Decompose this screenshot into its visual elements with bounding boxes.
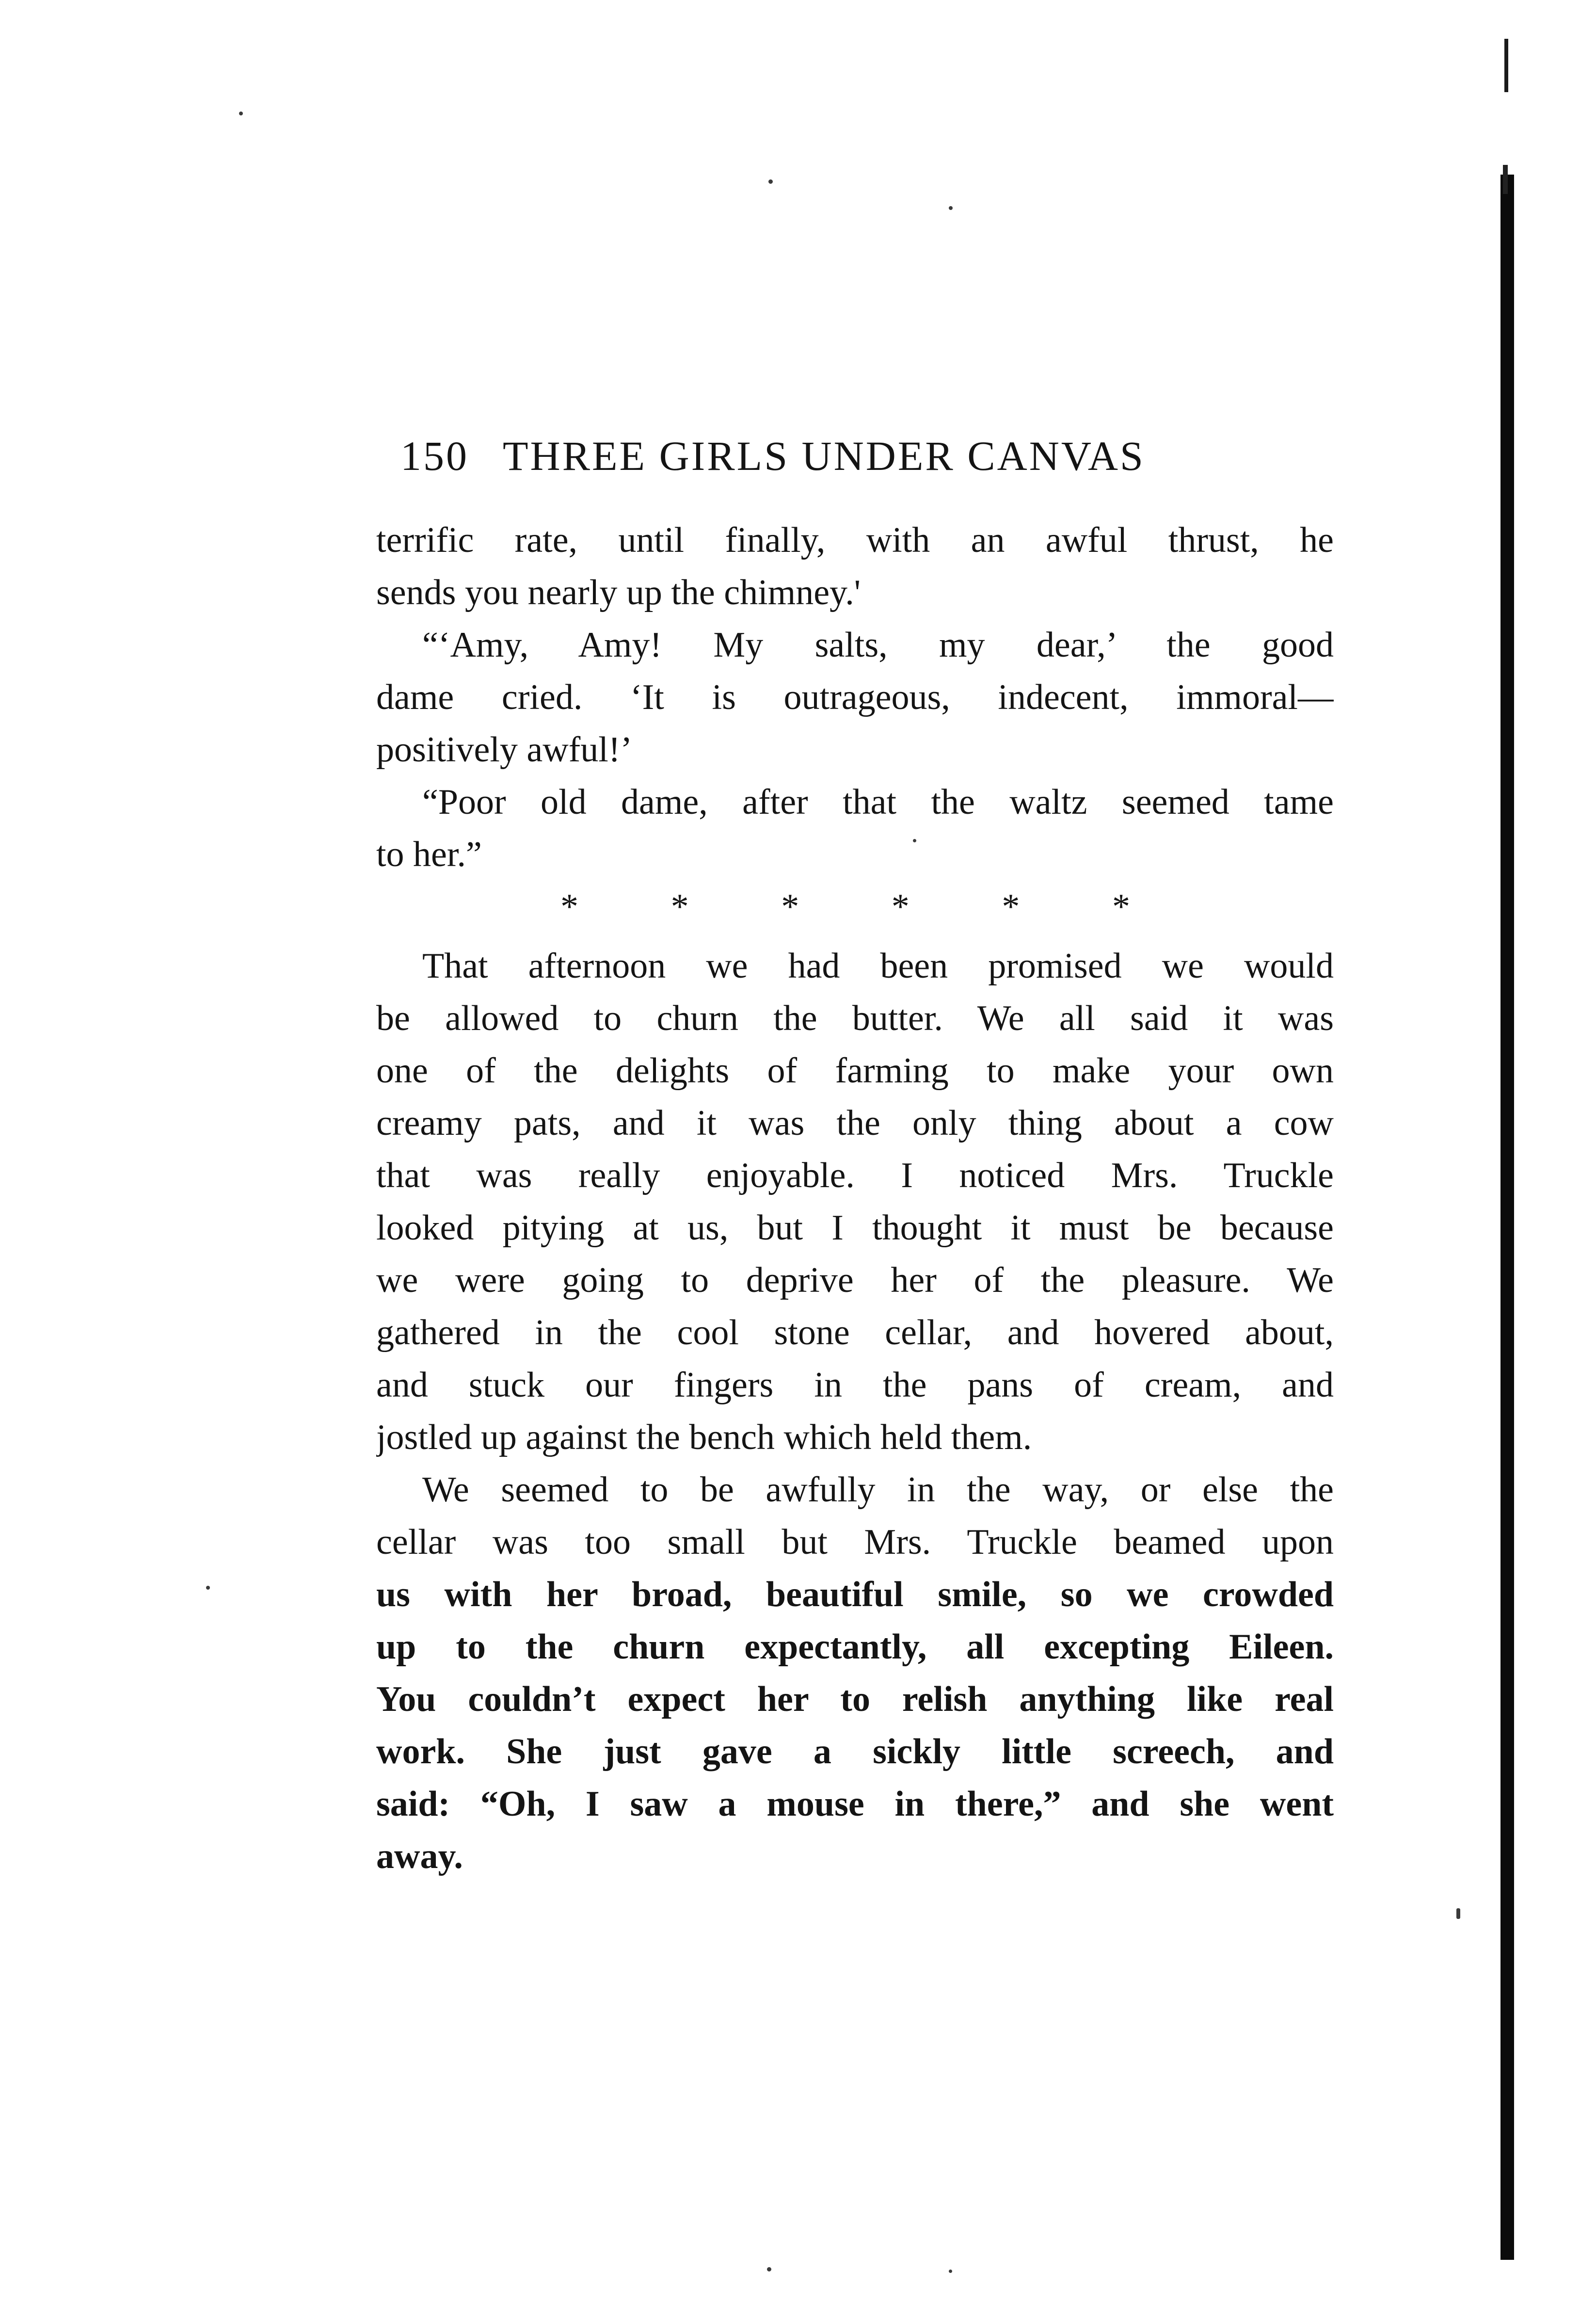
separator-star: * [891, 887, 910, 927]
page-binding-edge [1500, 175, 1514, 2260]
text-line: be allowed to churn the butter. We all said it was [376, 999, 1334, 1038]
text-line: work. She just gave a sickly little screech, and [376, 1732, 1334, 1772]
page-binding-mark [1503, 165, 1508, 194]
scan-speck [1456, 1908, 1460, 1919]
text-line: cellar was too small but Mrs. Truckle beamed upon [376, 1522, 1334, 1562]
text-line: gathered in the cool stone cellar, and hovered about, [376, 1313, 1334, 1353]
scan-speck [949, 206, 953, 210]
text-line: terrific rate, until finally, with an awful thrust, he [376, 520, 1334, 560]
text-line: You couldn’t expect her to relish anything like real [376, 1679, 1334, 1719]
text-line: “Poor old dame, after that the waltz seemed tame [422, 782, 1334, 822]
text-line: that was really enjoyable. I noticed Mrs. Truckle [376, 1156, 1334, 1195]
separator-star: * [781, 887, 799, 927]
text-line: positively awful!’ [376, 730, 633, 770]
separator-star: * [670, 887, 689, 927]
text-line: and stuck our fingers in the pans of cream, and [376, 1365, 1334, 1405]
body-text [376, 514, 1334, 1883]
text-line: us with her broad, beautiful smile, so we crowded [376, 1575, 1334, 1614]
scan-speck [206, 1586, 210, 1590]
scan-speck [768, 179, 773, 184]
text-line: sends you nearly up the chimney.' [376, 573, 861, 612]
section-separator [376, 881, 1334, 933]
text-line: looked pitying at us, but I thought it must be because [376, 1208, 1334, 1248]
text-line: one of the delights of farming to make your own [376, 1051, 1334, 1091]
page-header [400, 429, 1225, 483]
text-line: up to the churn expectantly, all excepting Eileen. [376, 1627, 1334, 1667]
page-number: 150 [400, 433, 469, 479]
scan-speck [239, 112, 243, 115]
text-line: jostled up against the bench which held them. [376, 1417, 1032, 1457]
text-line: That afternoon we had been promised we would [422, 946, 1334, 986]
text-line: “‘Amy, Amy! My salts, my dear,’ the good [422, 625, 1334, 665]
separator-star: * [1002, 887, 1020, 927]
text-line: creamy pats, and it was the only thing about a cow [376, 1103, 1334, 1143]
separator-star: * [1112, 887, 1130, 927]
scan-speck [767, 2267, 771, 2271]
text-line: We seemed to be awfully in the way, or else the [422, 1470, 1334, 1510]
text-line: away. [376, 1836, 463, 1876]
running-title: THREE GIRLS UNDER CANVAS [503, 433, 1145, 479]
separator-star: * [560, 887, 578, 927]
scan-speck [949, 2270, 952, 2273]
text-line: to her.” [376, 835, 482, 874]
text-line: we were going to deprive her of the pleasure. We [376, 1260, 1334, 1300]
text-line: dame cried. ‘It is outrageous, indecent, immoral— [376, 677, 1334, 717]
page-binding-mark [1504, 39, 1508, 92]
text-line: said: “Oh, I saw a mouse in there,” and she went [376, 1784, 1334, 1824]
